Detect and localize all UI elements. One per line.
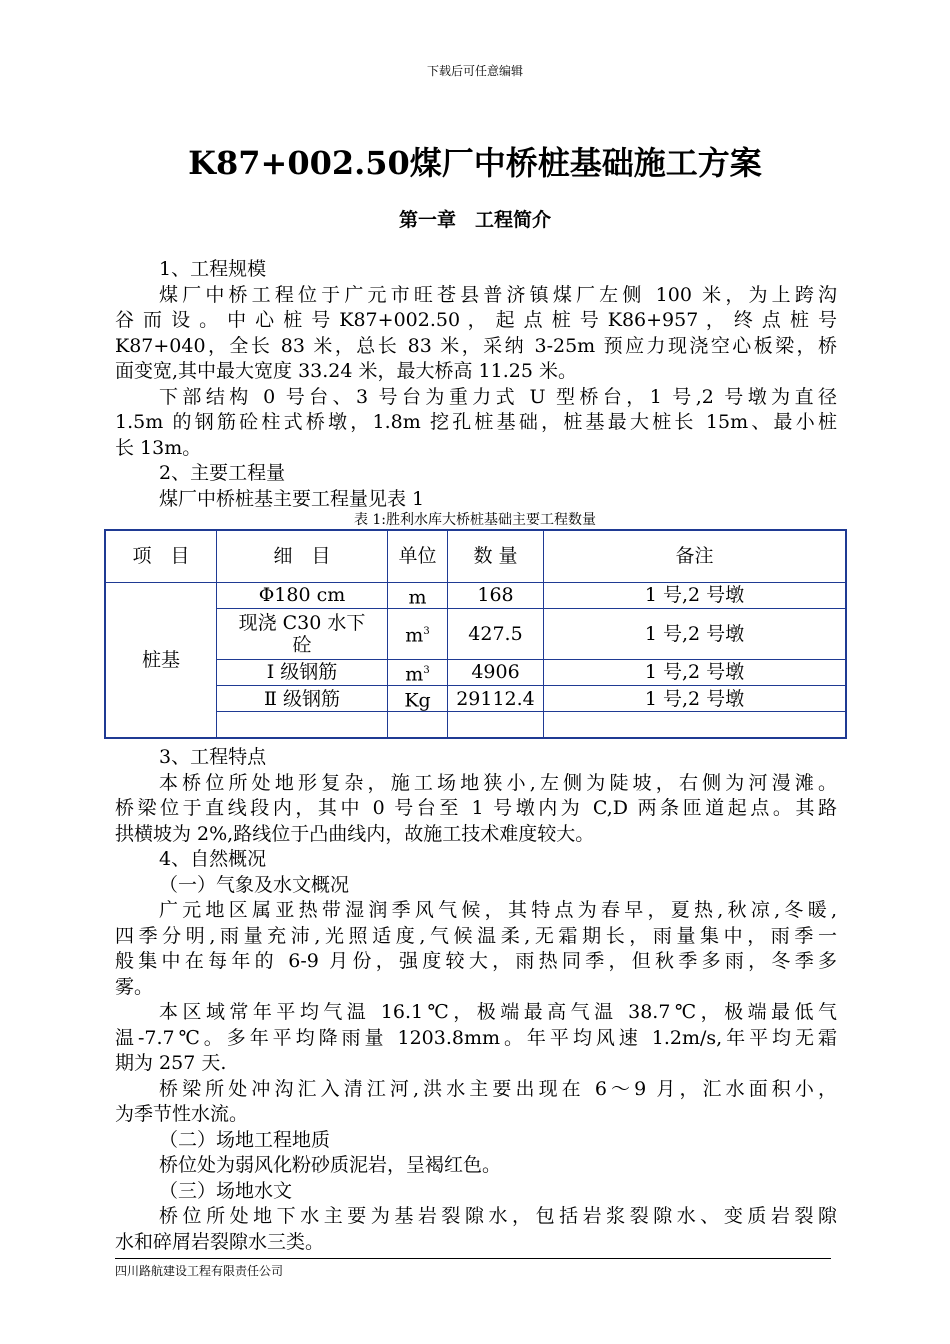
paragraph-line: 桥位所处地下水主要为基岩裂隙水，包括岩浆裂隙水、变质岩裂隙: [159, 1205, 837, 1227]
subsection-heading: （一）气象及水文概况: [159, 873, 350, 896]
header-item: 项 目: [105, 530, 217, 582]
paragraph-line: 般集中在每年的 6-9 月份，强度较大，雨热同季，但秋季多雨，冬季多: [115, 950, 837, 972]
cell-note: 1 号,2 号墩: [544, 659, 847, 685]
cell-note: 1 号,2 号墩: [544, 686, 847, 712]
paragraph-line: K87+040，全长 83 米，总长 83 米，采纳 3-25m 预应力现浇空心板梁，桥: [115, 334, 837, 357]
header-note: 下载后可任意编辑: [426, 64, 523, 78]
paragraph-line: 拱横坡为 2%,路线位于凸曲线内，故施工技术难度较大。: [115, 822, 595, 845]
paragraph-line: 桥位处为弱风化粉砂质泥岩，呈褐红色。: [159, 1154, 502, 1176]
table-row: [105, 659, 846, 685]
cell-qty: 427.5: [448, 608, 544, 659]
footer-rule: [115, 1258, 831, 1259]
table-row: [105, 608, 846, 659]
cell-note: 1 号,2 号墩: [544, 582, 847, 608]
subsection-heading: （三）场地水文: [159, 1179, 293, 1202]
header-note: 备注: [544, 530, 847, 582]
cell-qty: 168: [448, 582, 544, 608]
paragraph-line: 煤厂中桥工程位于广元市旺苍县普济镇煤厂左侧 100 米，为上跨沟: [159, 283, 837, 306]
paragraph-line: 桥梁位于直线段内，其中 0 号台至 1 号墩内为 C,D 两条匝道起点。其路: [115, 797, 837, 819]
paragraph-line: 雾。: [115, 975, 154, 998]
table-row: [105, 686, 846, 712]
cell-detail: Φ180 cm: [217, 582, 388, 608]
paragraph-line: 谷 而 设 。 中 心 桩 号 K87+002.50 ， 起 点 桩 号 K86+957 ， 终 点 桩 号: [115, 309, 837, 331]
document-title: K87+002.50煤厂中桥桩基础施工方案: [188, 144, 762, 182]
cell-unit: Kg: [388, 686, 448, 712]
chapter-heading: 第一章 工程简介: [398, 209, 551, 231]
cell-qty: 29112.4: [448, 686, 544, 712]
section-4-heading: 4、自然概况: [159, 848, 267, 870]
cell-detail: Ⅱ 级钢筋: [217, 686, 388, 712]
paragraph-line: 煤厂中桥桩基主要工程量见表 1: [159, 487, 425, 510]
cell-note: 1 号,2 号墩: [544, 608, 847, 659]
section-2-heading: 2、主要工程量: [159, 462, 286, 484]
table-row: [105, 582, 846, 608]
table-header-row: [105, 530, 846, 582]
paragraph-line: 水和碎屑岩裂隙水三类。: [115, 1230, 325, 1253]
paragraph-line: 桥梁所处冲沟汇入清江河,洪水主要出现在 6～9 月，汇水面积小，: [159, 1077, 837, 1100]
cell-detail: Ⅰ 级钢筋: [217, 659, 388, 685]
quantity-table: [104, 529, 847, 739]
paragraph-line: 面变宽,其中最大宽度 33.24 米，最大桥高 11.25 米。: [115, 360, 577, 382]
cell-unit: m: [388, 582, 448, 608]
paragraph-line: 四季分明,雨量充沛,光照适度,气候温柔,无霜期长，雨量集中，雨季一: [115, 924, 837, 947]
paragraph-line: 1.5m 的钢筋砼柱式桥墩，1.8m 挖孔桩基础，桩基最大桩长 15m、最小桩: [115, 411, 837, 433]
header-unit: 单位: [388, 530, 448, 582]
cell-unit: $m^3$: [388, 659, 448, 685]
paragraph-line: 长 13m。: [115, 436, 202, 459]
cell-unit: $m^3$: [388, 608, 448, 659]
cell-detail: 现浇 C30 水下砼: [217, 608, 388, 659]
section-3-4: [115, 745, 837, 1255]
header-qty: 数 量: [448, 530, 544, 582]
cell-qty: 4906: [448, 659, 544, 685]
paragraph-line: 广元地区属亚热带湿润季风气候，其特点为春早，夏热,秋凉,冬暖,: [159, 899, 837, 921]
paragraph-line: 本区域常年平均气温 16.1℃，极端最高气温 38.7℃，极端最低气: [159, 1001, 837, 1023]
paragraph-line: 期为 257 天.: [115, 1052, 227, 1074]
table-row-empty: [105, 712, 846, 738]
section-1: [115, 257, 837, 512]
paragraph-line: 温-7.7℃。多年平均降雨量 1203.8mm。年平均风速 1.2m/s,年平均无霜: [115, 1026, 837, 1049]
section-1-heading: 1、工程规模: [159, 258, 267, 280]
paragraph-line: 下部结构 0 号台、3 号台为重力式 U 型桥台，1 号,2 号墩为直径: [159, 385, 837, 408]
table-caption: 表 1:胜利水库大桥桩基础主要工程数量: [353, 512, 597, 528]
section-3-heading: 3、工程特点: [159, 746, 267, 768]
paragraph-line: 为季节性水流。: [115, 1103, 249, 1125]
subsection-heading: （二）场地工程地质: [159, 1128, 331, 1151]
header-detail: 细 目: [217, 530, 388, 582]
footer-company: 四川路航建设工程有限责任公司: [115, 1264, 284, 1278]
group-cell: 桩基: [105, 582, 217, 738]
paragraph-line: 本桥位所处地形复杂，施工场地狭小,左侧为陡坡，右侧为河漫滩。: [159, 771, 837, 794]
